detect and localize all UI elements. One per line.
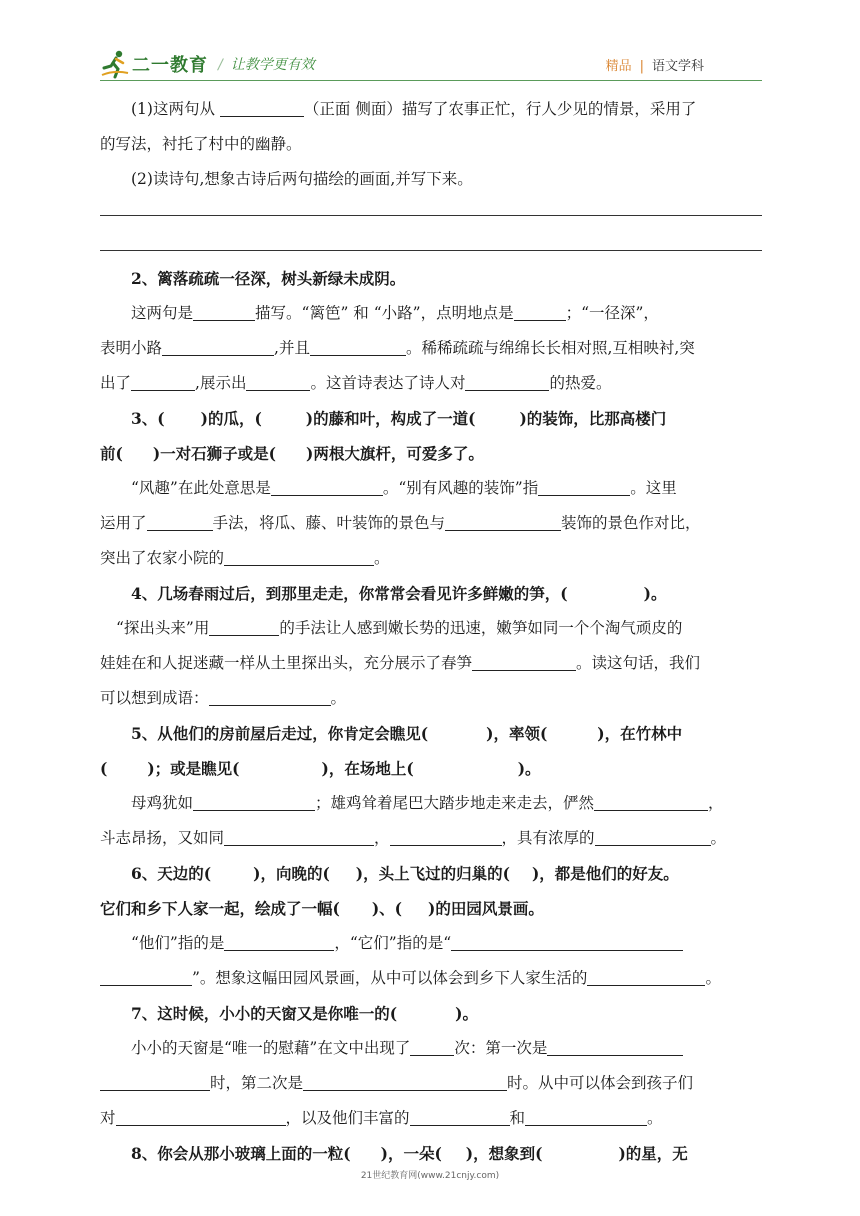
answer-blank[interactable] [162, 339, 274, 356]
answer-blank[interactable] [147, 514, 213, 531]
answer-blank[interactable] [100, 969, 192, 986]
answer-blank[interactable] [193, 304, 255, 321]
q2-line-1: 这两句是 描写。“篱笆” 和 “小路”，点明地点是 ；“一径深”， [131, 304, 659, 322]
q5-title-2: ( )；或是瞧见( )，在场地上( )。 [100, 759, 541, 778]
answer-blank[interactable] [224, 549, 374, 566]
answer-blank[interactable] [246, 374, 310, 391]
quality-label: 精品 [605, 59, 632, 74]
subject-tag: 精品 | 语文学科 [605, 59, 704, 74]
answer-blank[interactable] [224, 934, 334, 951]
q3-line-3: 突出了农家小院的 。 [100, 549, 390, 567]
logo [100, 48, 208, 80]
answer-blank[interactable] [303, 1074, 507, 1091]
q1-line-3: (2)读诗句,想象古诗后两句描绘的画面,并写下来。 [131, 170, 473, 188]
q6-line-2: ”。想象这幅田园风景画，从中可以体会到乡下人家生活的 。 [100, 961, 762, 996]
q2-title: 2、篱落疏疏一径深，树头新绿未成阴。 [131, 269, 406, 288]
answer-blank[interactable] [465, 374, 549, 391]
answer-blank[interactable] [209, 619, 279, 636]
page-header [100, 48, 762, 82]
answer-blank[interactable] [595, 829, 711, 846]
answer-blank[interactable] [445, 514, 561, 531]
answer-blank[interactable] [193, 794, 315, 811]
worksheet-body [100, 92, 762, 1171]
q7-title: 7、这时候，小小的天窗又是你唯一的( )。 [131, 1004, 478, 1023]
runner-logo-icon [100, 49, 130, 79]
q7-line-2: 时，第二次是 时。从中可以体会到孩子们 [100, 1066, 762, 1101]
q6-title-1: 6、天边的( )，向晚的( )，头上飞过的归巢的( )，都是他们的好友。 [131, 864, 679, 883]
answer-blank[interactable] [209, 689, 331, 706]
answer-blank[interactable] [410, 1109, 510, 1126]
header-divider [100, 80, 762, 81]
answer-blank[interactable] [525, 1109, 647, 1126]
q7-line-3: 对 ，以及他们丰富的 和 。 [100, 1109, 663, 1127]
q3-title-1: 3、( )的瓜，( )的藤和叶，构成了一道( )的装饰，比那高楼门 [131, 409, 667, 428]
answer-blank[interactable] [594, 794, 708, 811]
answer-blank[interactable] [310, 339, 406, 356]
answer-blank[interactable] [547, 1039, 683, 1056]
answer-blank[interactable] [224, 829, 374, 846]
q6-title-2: 它们和乡下人家一起，绘成了一幅( )、( )的田园风景画。 [100, 899, 544, 918]
q2-line-3: 出了 ,展示出 。这首诗表达了诗人对 的热爱。 [100, 374, 612, 392]
answer-blank[interactable] [538, 479, 630, 496]
answer-blank[interactable] [390, 829, 502, 846]
q5-title-1: 5、从他们的房前屋后走过，你肯定会瞧见( )，率领( )，在竹林中 [131, 724, 683, 743]
q4-line-3: 可以想到成语： 。 [100, 689, 347, 707]
slogan: / 让教学更有效 [218, 57, 315, 73]
answer-blank[interactable] [587, 969, 705, 986]
q3-title-2: 前( )一对石狮子或是( )两根大旗杆，可爱多了。 [100, 444, 484, 463]
answer-blank[interactable] [271, 479, 383, 496]
answer-blank[interactable] [472, 654, 576, 671]
q4-line-1: “探出头来”用 的手法让人感到嫩长势的迅速，嫩笋如同一个个淘气顽皮的 [116, 619, 683, 637]
answer-blank[interactable] [410, 1039, 454, 1056]
answer-blank[interactable] [451, 934, 683, 951]
q1-line-2: 的写法，衬托了村中的幽静。 [100, 135, 302, 153]
slogan-text: 让教学更有效 [230, 57, 315, 73]
answer-blank[interactable] [514, 304, 566, 321]
page-footer: 21世纪教育网(www.21cnjy.com) [360, 1171, 500, 1181]
answer-blank[interactable] [100, 1074, 210, 1091]
q4-line-2: 娃娃在和人捉迷藏一样从土里探出头，充分展示了春笋 。读这句话，我们 [100, 654, 701, 672]
q4-title: 4、几场春雨过后，到那里走走，你常常会看见许多鲜嫩的笋，( )。 [131, 584, 667, 603]
q5-line-2: 斗志昂扬，又如同 ， ，具有浓厚的 。 [100, 829, 727, 847]
q7-line-1: 小小的天窗是“唯一的慰藉”在文中出现了 次：第一次是 [100, 1031, 762, 1066]
answer-blank[interactable] [116, 1109, 286, 1126]
answer-blank[interactable] [220, 100, 304, 117]
q1-line-1: (1)这两句从 （正面 侧面）描写了农事正忙，行人少见的情景，采用了 [131, 100, 697, 118]
answer-blank[interactable] [131, 374, 195, 391]
q8-title: 8、你会从那小玻璃上面的一粒( )，一朵( )，想象到( )的星，无 [131, 1144, 688, 1163]
q3-line-2: 运用了 手法，将瓜、藤、叶装饰的景色与 装饰的景色作对比， [100, 514, 701, 532]
q2-line-2: 表明小路 ,并且 。稀稀疏疏与绵绵长长相对照,互相映衬,突 [100, 339, 695, 357]
q6-line-1: “他们”指的是 ，“它们”指的是“ [100, 926, 762, 961]
subject-label: 语文学科 [651, 59, 704, 74]
q3-line-1: “风趣”在此处意思是 。“别有风趣的装饰”指 。这里 [131, 479, 677, 497]
q5-line-1: 母鸡犹如 ；雄鸡耸着尾巴大踏步地走来走去，俨然 ， [131, 794, 724, 812]
logo-text: 二一教育 [132, 55, 208, 76]
